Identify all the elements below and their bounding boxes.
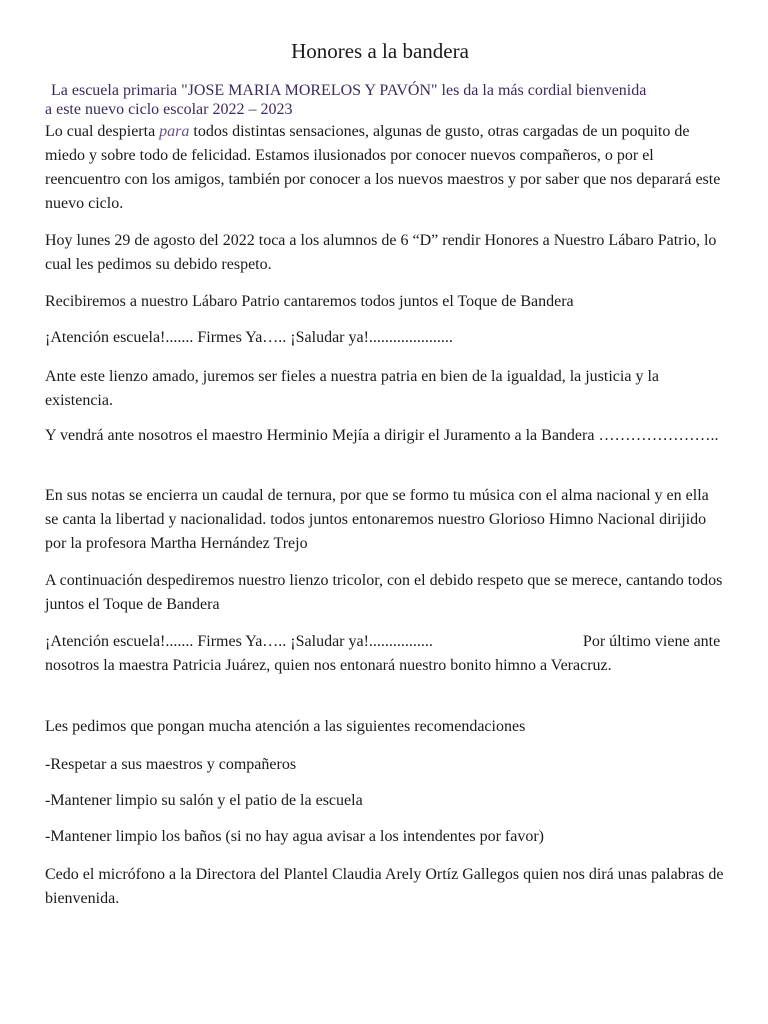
document-title: Honores a la bandera bbox=[291, 39, 469, 63]
paragraph-atencion-1: ¡Atención escuela!....... Firmes Ya….. ¡Saludar ya!..................... bbox=[45, 329, 453, 346]
italic-word: para bbox=[159, 123, 190, 140]
paragraph-atencion-2 bbox=[45, 630, 725, 678]
intro-line-1: La escuela primaria "JOSE MARIA MORELOS Y PAVÓN" les da la más cordial bienvenida bbox=[51, 82, 647, 99]
paragraph-sensaciones-rest: todos distintas sensaciones, algunas de gusto, otras cargadas de un poquito de miedo y sobre todo de felicidad. Estamos ilusionados por conocer nuevos compañeros, o por el reencuentro con los amigos, también por conocer a los nuevos maestros y por saber que nos deparará este nuevo ciclo. bbox=[45, 123, 721, 212]
recommendation-1: -Respetar a sus maestros y compañeros bbox=[45, 756, 297, 773]
paragraph-himno-nacional: En sus notas se encierra un caudal de ternura, por que se formo tu música con el alma nacional y en ella se canta la libertad y nacionalidad. todos juntos entonaremos nuestro Glorioso Himno Nacional dirijido por la profesora Martha Hernández Trejo bbox=[45, 487, 709, 552]
recommendation-3: -Mantener limpio los baños (si no hay agua avisar a los intendentes por favor) bbox=[45, 828, 544, 845]
paragraph-sensaciones-start: Lo cual despierta bbox=[45, 123, 160, 140]
intro-paragraph bbox=[45, 81, 725, 119]
paragraph-maestro-herminio: Y vendrá ante nosotros el maestro Herminio Mejía a dirigir el Juramento a la Bandera ………………….. bbox=[45, 427, 719, 444]
recommendation-2: -Mantener limpio su salón y el patio de la escuela bbox=[45, 792, 363, 809]
paragraph-recomendaciones: Les pedimos que pongan mucha atención a las siguientes recomendaciones bbox=[45, 718, 526, 735]
paragraph-sensaciones bbox=[45, 120, 725, 216]
paragraph-despedida: A continuación despediremos nuestro lienzo tricolor, con el debido respeto que se merece, cantando todos juntos el Toque de Bandera bbox=[45, 572, 723, 613]
paragraph-directora: Cedo el micrófono a la Directora del Plantel Claudia Arely Ortíz Gallegos quien nos dirá unas palabras de bienvenida. bbox=[45, 866, 724, 907]
paragraph-honores-date: Hoy lunes 29 de agosto del 2022 toca a los alumnos de 6 “D” rendir Honores a Nuestro Lábaro Patrio, lo cual les pedimos su debido respeto. bbox=[45, 232, 717, 273]
paragraph-juramento: Ante este lienzo amado, juremos ser fieles a nuestra patria en bien de la igualdad, la justicia y la existencia. bbox=[45, 368, 659, 409]
paragraph-recibiremos: Recibiremos a nuestro Lábaro Patrio cantaremos todos juntos el Toque de Bandera bbox=[45, 293, 574, 310]
intro-line-2: a este nuevo ciclo escolar 2022 – 2023 bbox=[45, 101, 293, 118]
atencion-2-start: ¡Atención escuela!....... Firmes Ya….. ¡Saludar ya!................ bbox=[45, 633, 433, 650]
atencion-2-rest: Por último viene ante nosotros la maestra Patricia Juárez, quien nos entonará nuestro bonito himno a Veracruz. bbox=[45, 633, 721, 674]
